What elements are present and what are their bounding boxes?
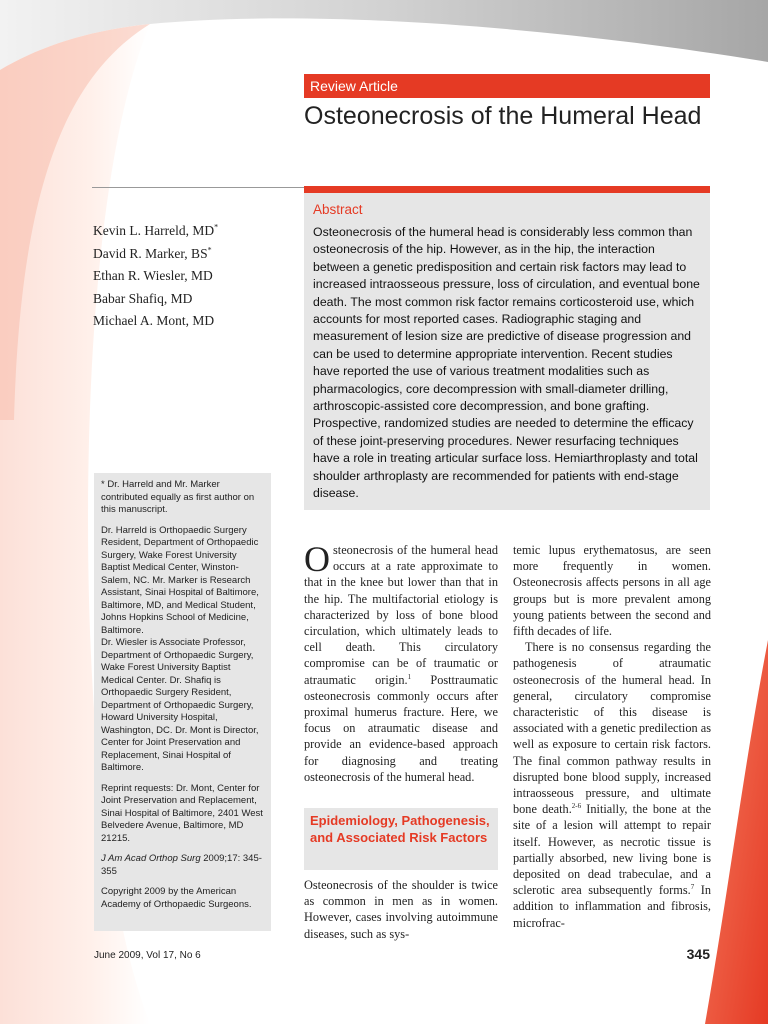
affiliations-note: Dr. Harreld is Orthopaedic Surgery Resident, Department of Orthopaedic Surgery, Wake Forest University Baptist Medical Center, Winston-Salem, NC. Mr. Marker is Research Assistant, Sinai Hospital of Baltimore, Baltimore, MD, and Medical Student, Johns Hopkins School of Medicine, Baltimore.	[101, 524, 259, 636]
copyright-note: Copyright 2009 by the American Academy of Orthopaedic Surgeons.	[101, 886, 252, 910]
abstract-box	[304, 193, 710, 510]
divider	[92, 187, 304, 188]
citation-note: J Am Acad Orthop Surg 2009;17: 345-355	[101, 853, 262, 877]
epidemiology-paragraph: Osteonecrosis of the shoulder is twice as common in men as in women. However, cases involving autoimmune diseases, such as sys-	[304, 878, 498, 941]
accent-rule	[304, 186, 710, 193]
author-item: Ethan R. Wiesler, MD	[93, 268, 213, 284]
body-paragraph: temic lupus erythematosus, are seen more frequently in women. Osteonecrosis affects persons in all age groups but is more prevalent among young patients between the second and fifth decades of life.	[513, 543, 711, 639]
equal-contribution-note: * Dr. Harreld and Mr. Marker contributed equally as first author on this manuscript.	[101, 479, 255, 515]
author-item: Kevin L. Harreld, MD*	[93, 222, 219, 238]
issue-info: June 2009, Vol 17, No 6	[94, 950, 201, 961]
drop-cap: O	[304, 539, 330, 579]
section-heading: Epidemiology, Pathogenesis, and Associated Risk Factors	[310, 813, 490, 845]
author-notes-box	[94, 473, 271, 931]
intro-paragraph: Osteonecrosis of the humeral head occurs at a rate approximate to that in the knee but lower than that in the hip. The multifactorial etiology is characterized by loss of bone blood circulation, which ultimately leads to cell death. This circulatory compromise can be of traumatic or atraumatic origin.$^1$ Posttraumatic osteonecrosis commonly occurs after proximal humerus fracture. Here, we focus on atraumatic disease and provide an evidence-based approach for diagnosing and treating osteonecrosis of the humeral head.	[304, 539, 498, 784]
body-column-1-continued	[304, 877, 498, 942]
reprint-note: Reprint requests: Dr. Mont, Center for Joint Preservation and Replacement, Sinai Hospital of Baltimore, 2401 West Belvedere Avenue, Baltimore, MD 21215.	[101, 782, 263, 844]
author-item: Babar Shafiq, MD	[93, 290, 193, 306]
article-title: Osteonecrosis of the Humeral Head	[304, 102, 702, 130]
abstract-heading: Abstract	[313, 202, 363, 217]
section-label: Review Article	[304, 74, 710, 98]
author-list	[93, 220, 218, 333]
author-item: Michael A. Mont, MD	[93, 313, 215, 329]
section-heading-box	[304, 808, 498, 870]
abstract-text: Osteonecrosis of the humeral head is considerably less common than osteonecrosis of the hip. However, as in the hip, the interaction between a genetic predisposition and certain risk factors may lead to increased intraosseous pressure, loss of circulation, and eventual bone death. The most common risk factor remains corticosteroid use, which accounts for most reported cases. Radiographic staging and measurement of lesion size are predictive of disease progression and can be used to determine appropriate intervention. Recent studies have reported the use of various treatment modalities such as pharmacologics, core decompression with small-diameter drilling, arthroscopic-assisted core decompression, and bone grafting. Prospective, randomized studies are needed to determine the efficacy of these joint-preserving procedures. Newer resurfacing techniques have a role in treating articular surface loss. Hemiarthroplasty and total shoulder arthroplasty are recommended for patients with end-stage disease.	[313, 225, 700, 501]
body-column-1	[304, 539, 498, 785]
body-paragraph: There is no consensus regarding the pathogenesis of atraumatic osteonecrosis of the humeral head. In general, circulatory compromise characteristic of this disease is associated with a genetic predilection as well as exposure to certain risk factors. The final common pathway results in disrupted bone blood supply, increased intraosseous pressure, and ultimate bone death.$^{2-6}$ Initially, the bone at the site of a lesion will attempt to repair itself. However, as necrotic tissue is partially absorbed, new living bone is deposited on dead trabeculae, and a sclerotic area subsequently forms.$^7$ In addition to inflammation and fibrosis, microfrac-	[513, 640, 711, 930]
page-number: 345	[686, 946, 710, 962]
body-column-2	[513, 542, 711, 931]
affiliations-note-2: Dr. Wiesler is Associate Professor, Department of Orthopaedic Surgery, Wake Forest University Baptist Medical Center. Dr. Shafiq is Orthopaedic Surgery Resident, Department of Orthopaedic Surgery, Howard University Hospital, Washington, DC. Dr. Mont is Director, Center for Joint Preservation and Replacement, Sinai Hospital of Baltimore.	[101, 637, 259, 773]
author-item: David R. Marker, BS*	[93, 245, 212, 261]
